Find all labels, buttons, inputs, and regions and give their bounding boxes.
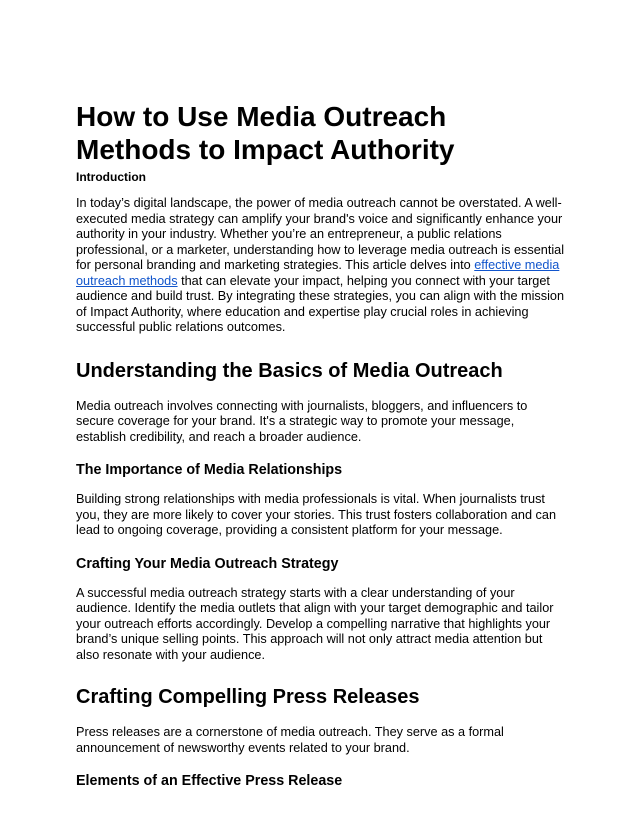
subheading-outreach-strategy: Crafting Your Media Outreach Strategy [76, 555, 339, 572]
subheading-media-relationships: The Importance of Media Relationships [76, 462, 343, 478]
subheading-press-release-elements: Elements of an Effective Press Release [76, 773, 343, 789]
section-heading-basics: Understanding the Basics of Media Outreach [76, 359, 503, 382]
intro-text-after-link: that can elevate your impact, helping you connect with your target audience and build trust. By integrating these strategies, you can align with the mission of Impact Authority, where education and expertise play crucial roles in achieving successful public relations outcomes. [76, 273, 565, 334]
document-page [76, 100, 566, 790]
media-relationships-paragraph: Building strong relationships with media professionals is vital. When journalists trust you, they are more likely to cover your stories. This trust fosters collaboration and can lead to ongoing coverage, providing a consistent platform for your message. [76, 492, 556, 537]
basics-paragraph: Media outreach involves connecting with journalists, bloggers, and influencers to secure coverage for your brand. It's a strategic way to promote your message, establish credibility, and reach a broader audience. [76, 398, 528, 444]
intro-label: Introduction [76, 170, 146, 184]
press-releases-paragraph: Press releases are a cornerstone of media outreach. They serve as a formal announcement of newsworthy events related to your brand. [76, 725, 504, 755]
effective-media-outreach-link[interactable]: effective media outreach methods [76, 258, 560, 288]
section-heading-press-releases: Crafting Compelling Press Releases [76, 686, 420, 708]
intro-paragraph [76, 196, 566, 336]
page-title: How to Use Media Outreach Methods to Impact Authority [76, 101, 455, 165]
outreach-strategy-paragraph: A successful media outreach strategy starts with a clear understanding of your audience. Identify the media outlets that align with your target demographic and tailor your outreach efforts accordingly. Develop a compelling narrative that highlights your brand’s unique selling points. This approach will not only attract media attention but also resonate with your audience. [76, 585, 554, 662]
intro-text-before-link: In today’s digital landscape, the power of media outreach cannot be overstated. A well-executed media strategy can amplify your brand's voice and significantly enhance your authority in your industry. Whether you’re an entrepreneur, a public relations professional, or a marketer, understanding how to leverage media outreach is essential for personal branding and marketing strategies. This article delves into [76, 196, 565, 272]
